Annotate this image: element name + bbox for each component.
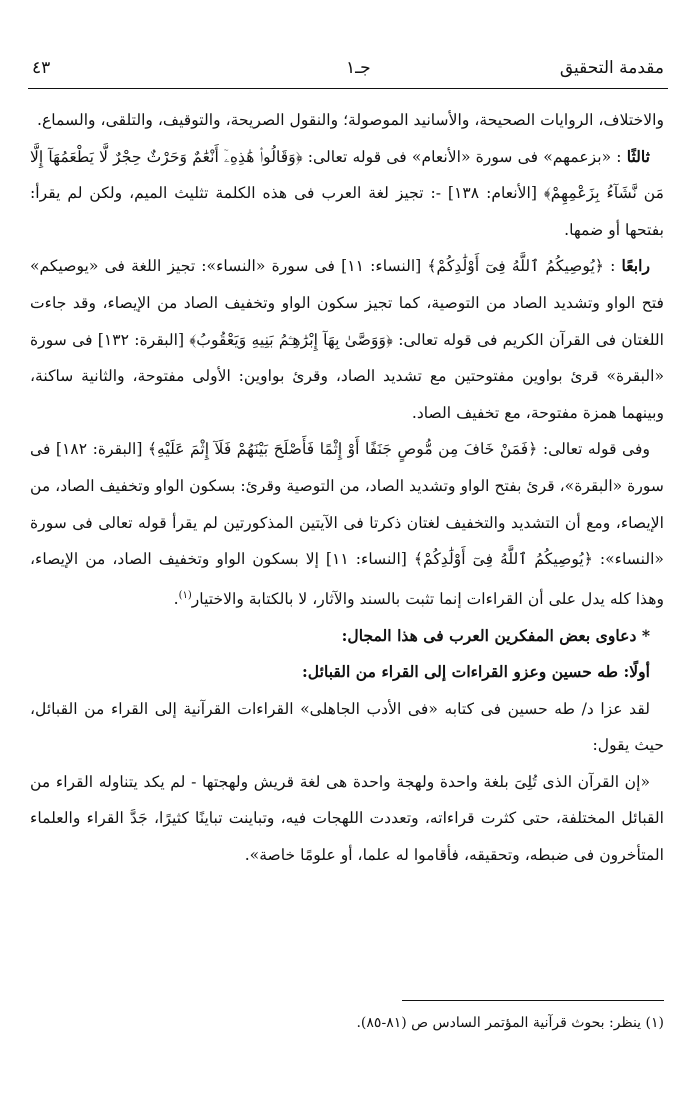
footnote-reference[interactable]: (١): [178, 589, 192, 601]
paragraph: [30, 248, 664, 431]
paragraph-text: وفى قوله تعالى: ﴿فَمَنْ خَافَ مِن مُّوصٍ جَنَفًا أَوْ إِثْمًا فَأَصْلَحَ بَيْنَهُمْ فَلَآ إِثْمَ عَلَيْهِ﴾ [البقرة: ١٨٢] فى سورة «البقرة»، قرئ بفتح الواو وتشديد الصاد، من التوصية وقرئ: بسكون الواو وتخفيف الصاد، من الإيصاء، ومع أن التشديد والتخفيف لغتان ذكرتا فى الآيتين المذكورتين لم يقرأ قوله تعالى فى سورة «النساء»: ﴿يُوصِيكُمُ ٱللَّهُ فِىٓ أَوْلَٰدِكُمْ﴾ [النساء: ١١] إلا بسكون الواو وتخفيف الصاد، من الإيصاء، وهذا كله يدل على أن القراءات إنما تثبت بالسند والآثار، لا بالكتابة والاختيار: [30, 440, 664, 608]
paragraph-text: والاختلاف، الروايات الصحيحة، والأسانيد الموصولة؛ والنقول الصريحة، والتوقيف، والتلقى، والسماع.: [37, 111, 664, 129]
paragraph-text: لقد عزا د/ طه حسين فى كتابه «فى الأدب الجاهلى» القراءات القرآنية إلى القراء من القبائل، حيث يقول:: [30, 699, 664, 755]
running-title: مقدمة التحقيق: [559, 58, 664, 78]
page-body: [30, 102, 664, 874]
paragraph: [30, 691, 664, 764]
paragraph: [30, 139, 664, 249]
paragraph-tail: .: [173, 589, 179, 608]
paragraph: [30, 431, 664, 617]
volume-label: جـ١: [346, 58, 371, 78]
paragraph-text: : «بزعمهم» فى سورة «الأنعام» فى قوله تعالى: ﴿وَقَالُوا۟ هَٰذِهِۦٓ أَنْعَٰمٌ وَحَرْثٌ حِجْرٌ لَّا يَطْعَمُهَآ إِلَّا مَن نَّشَآءُ بِزَعْمِهِمْ﴾ [الأنعام: ١٣٨] -: تجيز لغة العرب فى هذه الكلمة تثليث الميم، ولكن لم يقرأ: بفتحها أو ضمها.: [30, 147, 664, 239]
paragraph-text: : ﴿يُوصِيكُمُ ٱللَّهُ فِىٓ أَوْلَٰدِكُمْ﴾ [النساء: ١١] فى سورة «النساء»: تجيز اللغة فى «يوصيكم» فتح الواو وتشديد الصاد من التوصية، كما تجيز سكون الواو وتخفيف الصاد من الإيصاء، وقد جاءت اللغتان فى القرآن الكريم فى قوله تعالى: ﴿وَوَصَّىٰ بِهَآ إِبْرَٰهِـۧمُ بَنِيهِ وَيَعْقُوبُ﴾ [البقرة: ١٣٢] فى سورة «البقرة» قرئ بواوين مفتوحتين مع تشديد الصاد، وقرئ بواوين: الأولى مفتوحة، والثانية ساكنة، وبينهما همزة مفتوحة، مع تخفيف الصاد.: [30, 257, 664, 422]
page-header: [28, 56, 668, 89]
quotation-text: «إن القرآن الذى تُلِىَ بلغة واحدة ولهجة واحدة هى لغة قريش ولهجتها - لم يكد يتناوله القراء من القبائل المختلفة، حتى كثرت قراءاته، وتعددت اللهجات فيه، وتباينت تباينًا كثيرًا، جَدَّ القراء والعلماء المتأخرون فى ضبطه، وتحقيقه، فأقاموا له علما، أو علومًا خاصة».: [30, 772, 664, 865]
quotation: [30, 764, 664, 874]
paragraph: [30, 102, 664, 139]
heading-text: * دعاوى بعض المفكرين العرب فى هذا المجال:: [341, 625, 650, 645]
paragraph-lead: ثالثًا: [626, 146, 650, 166]
page-number: ٤٣: [32, 58, 51, 78]
subsection-heading: [30, 654, 664, 691]
footnote-separator: [402, 1000, 664, 1001]
heading-text: أولًا: طه حسين وعزو القراءات إلى القراء من القبائل:: [302, 662, 650, 682]
footnote: (١) ينظر: بحوث قرآنية المؤتمر السادس ص (٨١-٨٥).: [356, 1015, 664, 1031]
paragraph-lead: رابعًا: [621, 256, 650, 276]
section-heading: [30, 618, 664, 655]
